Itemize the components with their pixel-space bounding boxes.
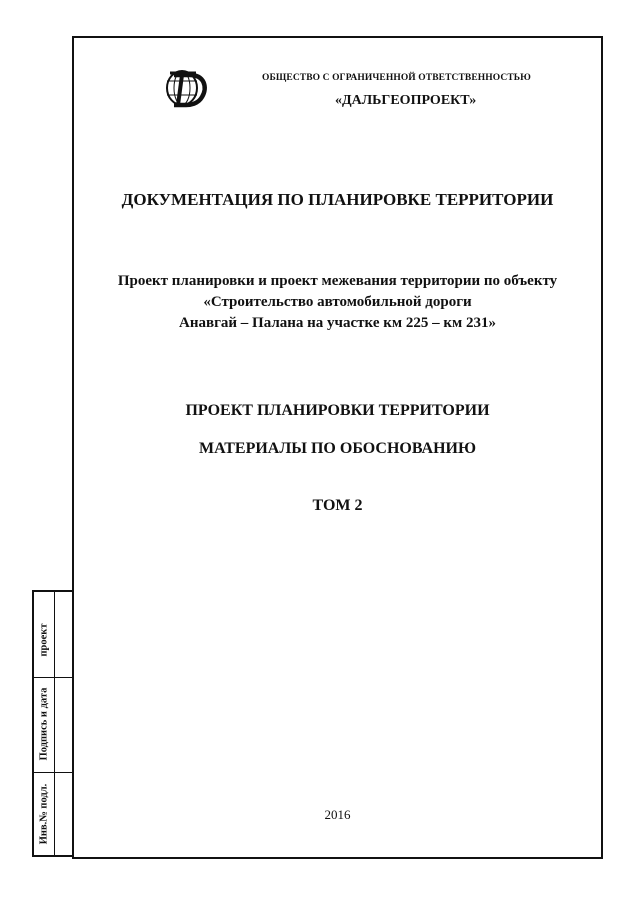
stamp-inv-no-label: Инв.№ подл. bbox=[38, 783, 50, 845]
organization-type: ОБЩЕСТВО С ОГРАНИЧЕННОЙ ОТВЕТСТВЕННОСТЬЮ bbox=[262, 73, 531, 83]
stamp-label-column bbox=[34, 592, 55, 855]
project-name-line: Проект планировки и проект межевания территории по объекту bbox=[117, 273, 558, 289]
stamp-project-label: проект bbox=[38, 623, 50, 657]
stamp-divider bbox=[54, 772, 72, 773]
section-title: ПРОЕКТ ПЛАНИРОВКИ ТЕРРИТОРИИ bbox=[185, 402, 490, 419]
stamp-value-column bbox=[54, 592, 72, 855]
stamp-divider bbox=[34, 772, 54, 773]
project-name bbox=[72, 271, 603, 334]
stamp-signature-date-label: Подпись и дата bbox=[38, 687, 50, 761]
organization-name: «ДАЛЬГЕОПРОЕКТ» bbox=[335, 93, 477, 108]
project-name-line: «Строительство автомобильной дороги bbox=[203, 294, 472, 310]
stamp-divider bbox=[54, 677, 72, 678]
publication-year: 2016 bbox=[324, 807, 351, 822]
stamp-divider bbox=[34, 677, 54, 678]
dalgeoproekt-logo-icon bbox=[160, 67, 214, 109]
subsection-title: МАТЕРИАЛЫ ПО ОБОСНОВАНИЮ bbox=[198, 440, 476, 457]
document-title: ДОКУМЕНТАЦИЯ ПО ПЛАНИРОВКЕ ТЕРРИТОРИИ bbox=[121, 190, 554, 209]
approval-stamp bbox=[32, 590, 74, 857]
volume-number: ТОМ 2 bbox=[312, 497, 363, 514]
project-name-line: Анавгай – Палана на участке км 225 – км 231» bbox=[179, 315, 496, 331]
